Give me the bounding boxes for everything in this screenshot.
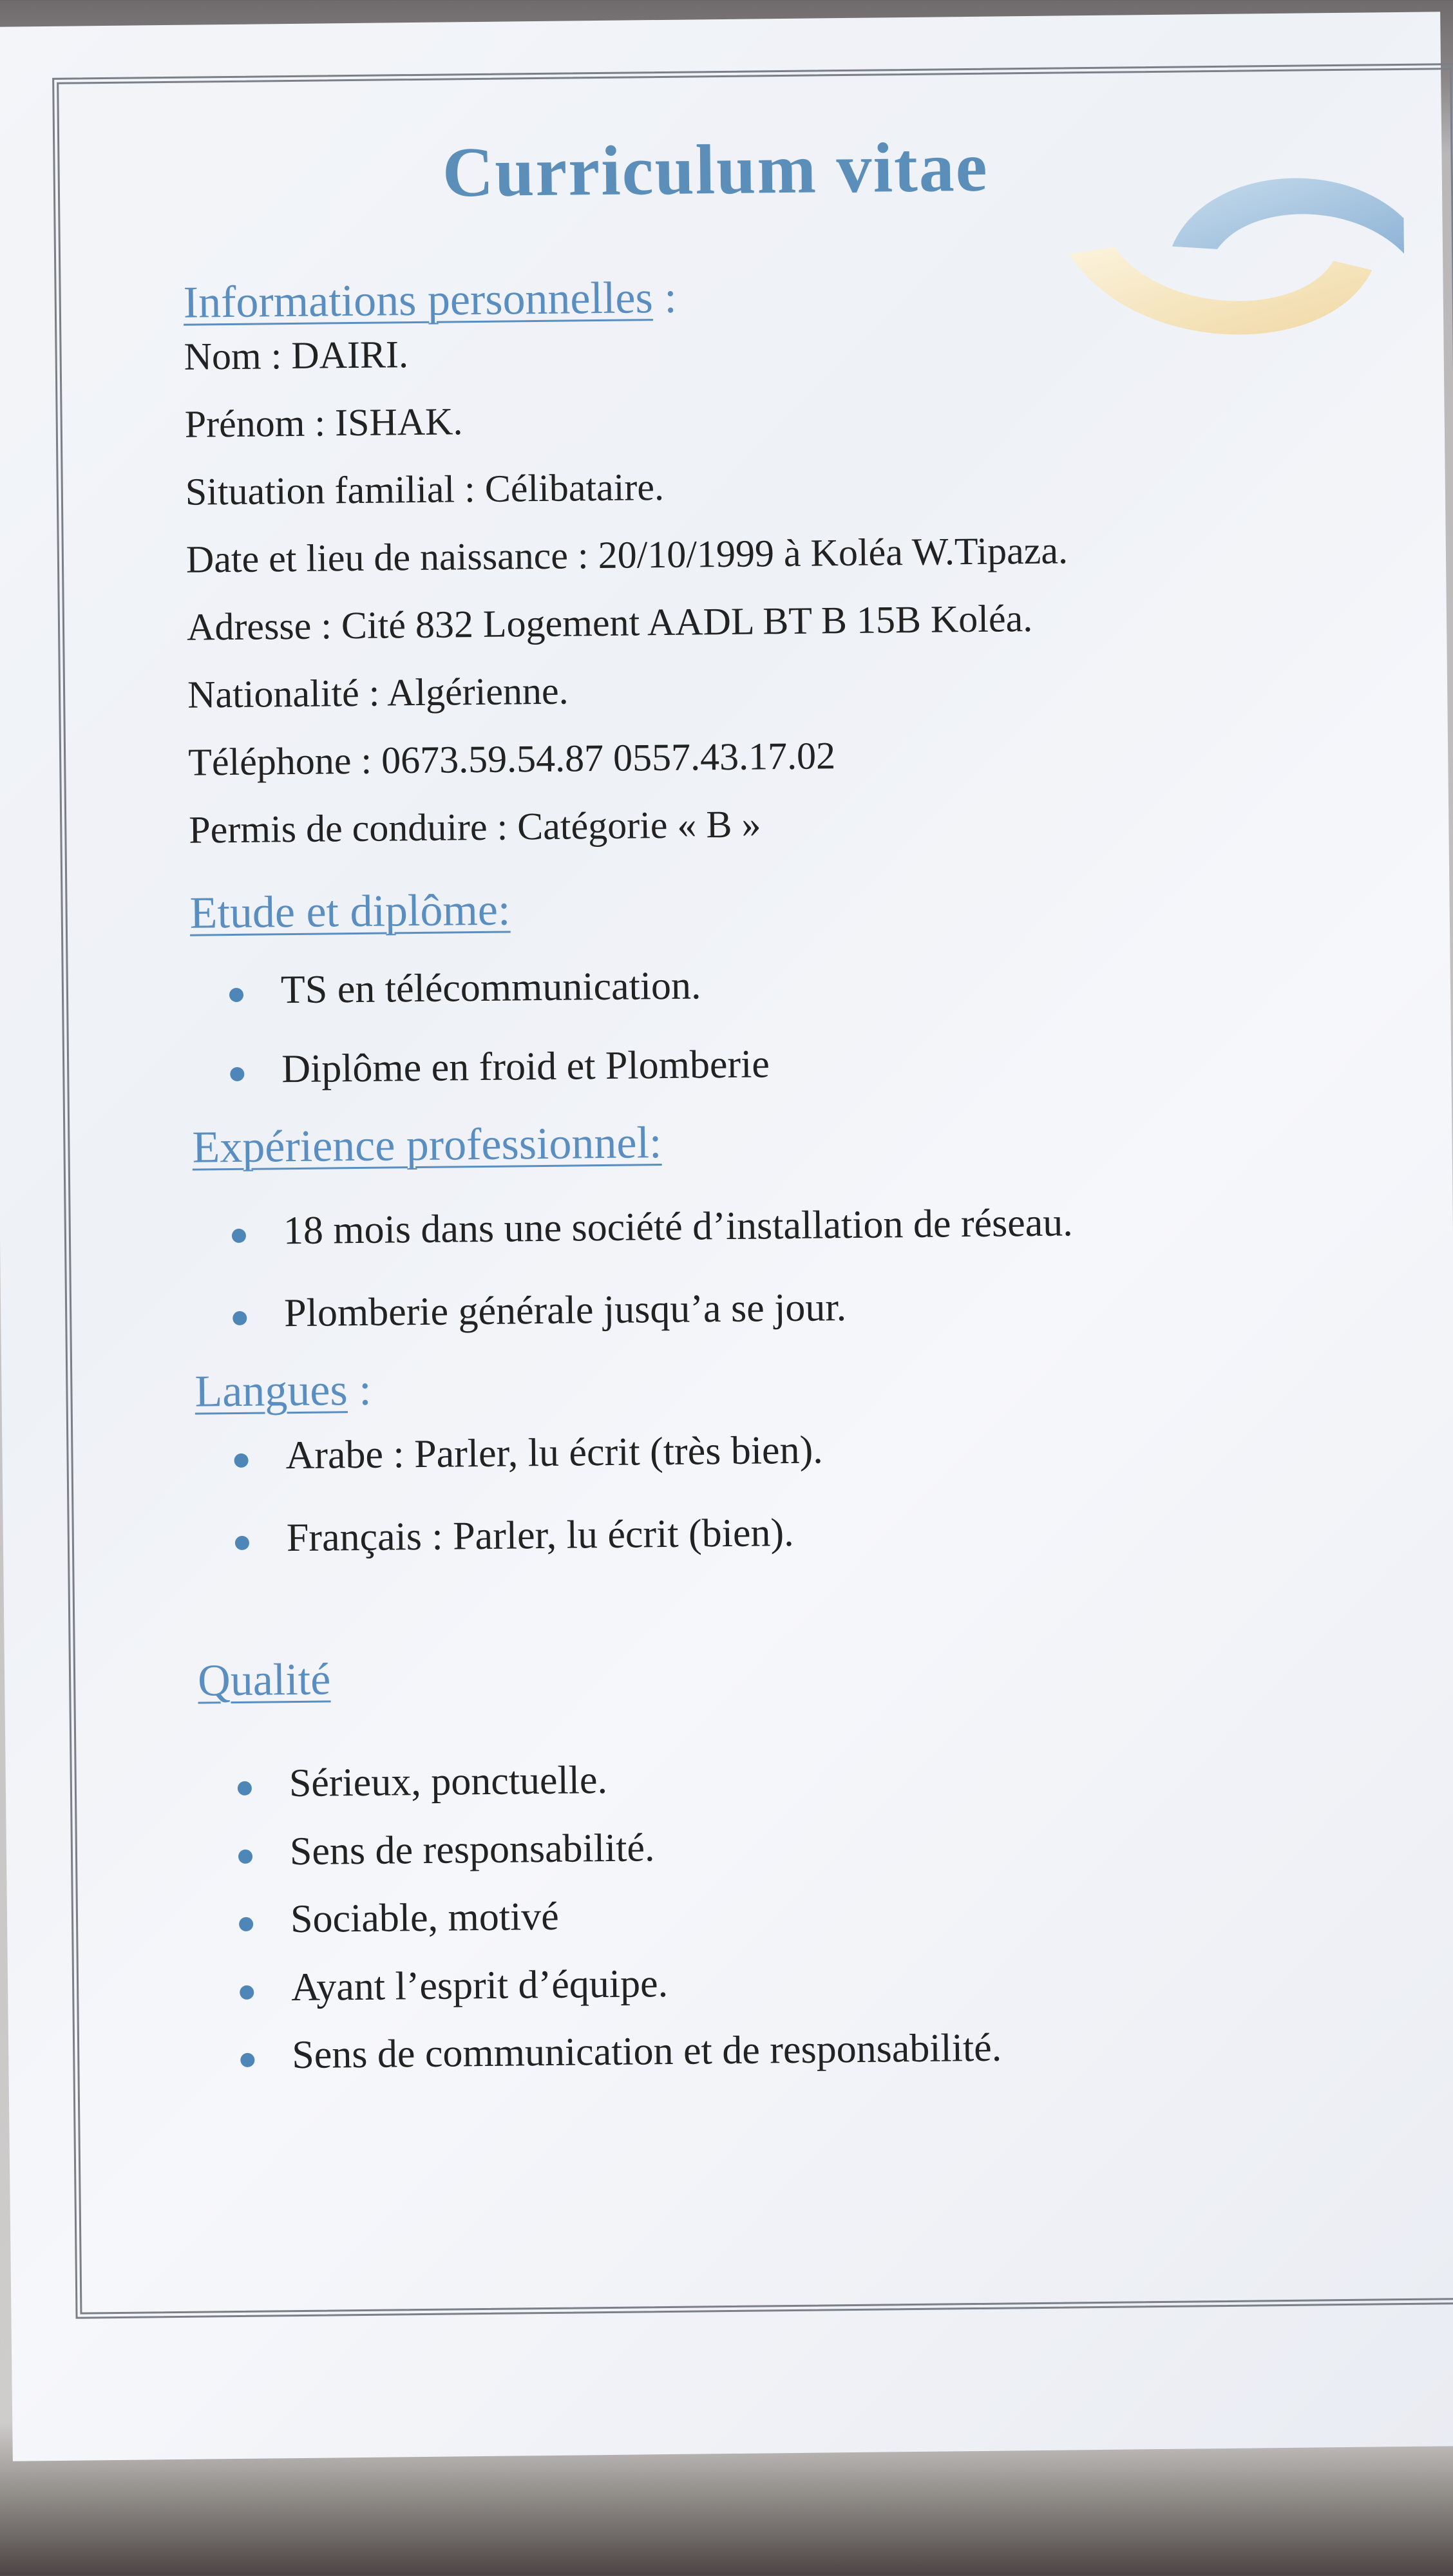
list-item-text: Sérieux, ponctuelle. bbox=[289, 1757, 608, 1806]
bullet-icon bbox=[239, 1917, 253, 1931]
bullet-icon bbox=[238, 1849, 252, 1863]
bullet-icon bbox=[234, 1454, 248, 1468]
experience-heading-text: Expérience professionnel: bbox=[192, 1118, 662, 1173]
list-item-text: Arabe : Parler, lu écrit (très bien). bbox=[285, 1428, 823, 1478]
studies-heading-text: Etude et diplôme: bbox=[189, 885, 511, 938]
list-item-text: Sociable, motivé bbox=[290, 1894, 560, 1942]
list-item bbox=[290, 1816, 1295, 1877]
list-item bbox=[281, 1034, 1287, 1094]
cv-sheet bbox=[0, 12, 1453, 2461]
info-family-status: Situation familial : Célibataire. bbox=[185, 465, 665, 513]
bullet-icon bbox=[229, 988, 243, 1002]
qualities-heading bbox=[198, 1643, 1293, 1709]
languages-heading-text: Langues bbox=[195, 1365, 348, 1417]
list-item-text: 18 mois dans une société d’installation de réseau. bbox=[283, 1200, 1074, 1253]
bullet-icon bbox=[238, 1781, 252, 1795]
list-item bbox=[290, 1884, 1296, 1945]
bullet-icon bbox=[230, 1066, 244, 1081]
info-birth: Date et lieu de naissance : 20/10/1999 à Koléa W.Tipaza. bbox=[185, 529, 1068, 581]
languages-heading bbox=[195, 1354, 1290, 1419]
bullet-icon bbox=[233, 1311, 247, 1325]
personal-info-heading-text: Informations personnelles bbox=[183, 273, 654, 328]
cv-content bbox=[183, 252, 1296, 2081]
bullet-icon bbox=[235, 1535, 249, 1549]
qualities-list bbox=[198, 1748, 1296, 2081]
languages-heading-colon: : bbox=[347, 1365, 372, 1416]
info-phone: Téléphone : 0673.59.54.87 0557.43.17.02 bbox=[187, 734, 836, 784]
bullet-icon bbox=[240, 1985, 254, 1999]
list-item bbox=[285, 1421, 1291, 1481]
list-item-text: Ayant l’esprit d’équipe. bbox=[290, 1961, 669, 2009]
list-item bbox=[284, 1278, 1289, 1338]
info-nationality: Nationalité : Algérienne. bbox=[187, 669, 569, 716]
list-item-text: TS en télécommunication. bbox=[280, 963, 701, 1012]
info-license: Permis de conduire : Catégorie « B » bbox=[188, 802, 761, 851]
list-item bbox=[291, 1952, 1296, 2012]
page-title: Curriculum vitae bbox=[442, 127, 989, 212]
personal-info-heading bbox=[183, 265, 1278, 330]
info-name: Nom : DAIRI. bbox=[184, 333, 409, 378]
list-item bbox=[283, 1196, 1288, 1256]
qualities-heading-text: Qualité bbox=[197, 1654, 331, 1706]
list-item-text: Sens de responsabilité. bbox=[289, 1825, 655, 1873]
studies-list bbox=[191, 955, 1287, 1095]
info-address: Adresse : Cité 832 Logement AADL BT B 15B Koléa. bbox=[186, 596, 1033, 649]
experience-list bbox=[193, 1196, 1289, 1340]
list-item bbox=[289, 1748, 1294, 1809]
list-item-text: Français : Parler, lu écrit (bien). bbox=[286, 1510, 794, 1560]
list-item bbox=[281, 955, 1286, 1016]
personal-info-heading-colon: : bbox=[652, 272, 678, 323]
list-item bbox=[286, 1502, 1291, 1563]
bullet-icon bbox=[240, 2053, 254, 2067]
languages-list bbox=[195, 1421, 1291, 1564]
experience-heading bbox=[192, 1110, 1287, 1175]
studies-heading bbox=[189, 875, 1285, 941]
list-item-text: Diplôme en froid et Plomberie bbox=[281, 1041, 770, 1091]
list-item-text: Sens de communication et de responsabilité. bbox=[291, 2025, 1002, 2078]
info-firstname: Prénom : ISHAK. bbox=[184, 400, 463, 446]
bullet-icon bbox=[232, 1229, 246, 1243]
list-item bbox=[292, 2020, 1297, 2081]
list-item-text: Plomberie générale jusqu’a se jour. bbox=[283, 1285, 847, 1335]
